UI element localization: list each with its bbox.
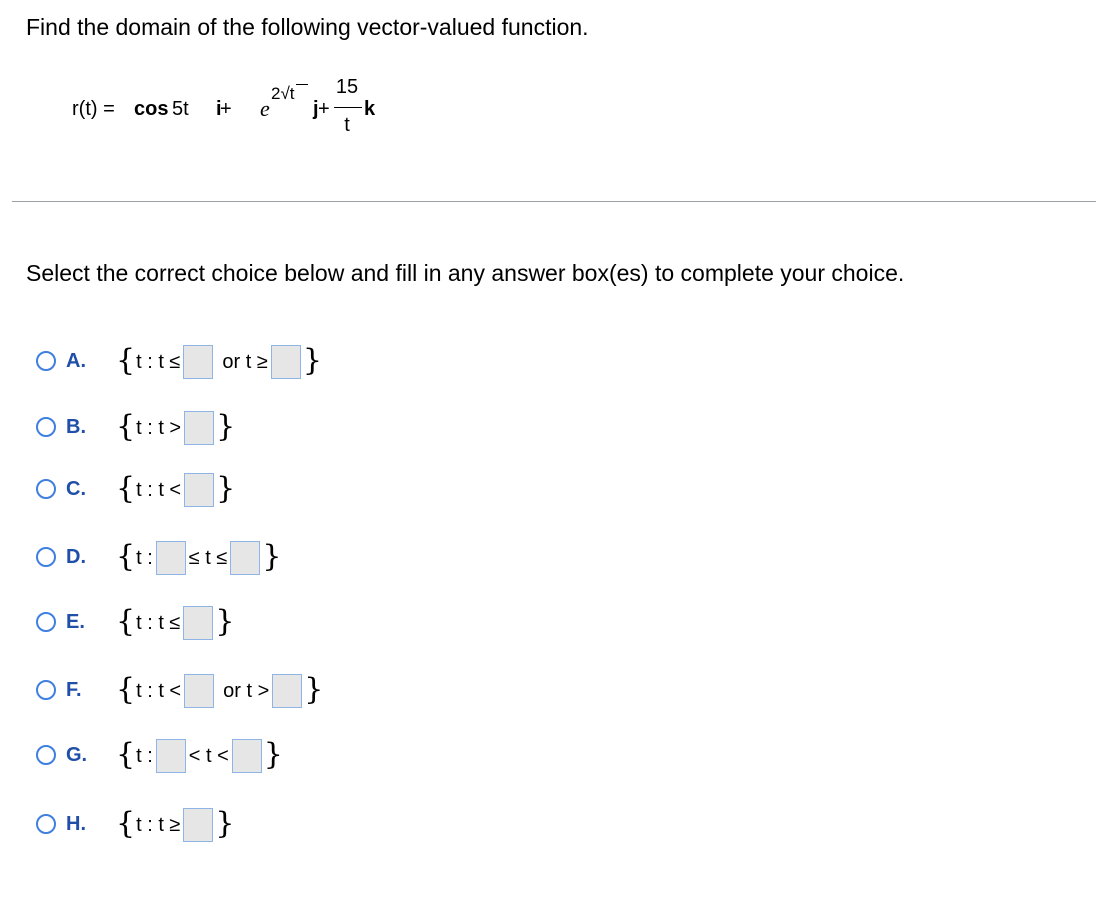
choice-g-answer-box-1[interactable] [156, 739, 186, 773]
open-brace: { [116, 538, 136, 574]
choice-a-text-2: or t ≥ [222, 350, 268, 373]
close-brace: } [216, 408, 236, 444]
instruction-text: Select the correct choice below and fill in any answer box(es) to complete your choice. [26, 260, 905, 286]
choice-a-answer-box-2[interactable] [271, 345, 301, 379]
choice-a-answer-box-1[interactable] [183, 345, 213, 379]
choice-a-text-1: t : t ≤ [136, 350, 181, 373]
choice-a-radio[interactable] [36, 351, 56, 371]
choice-h[interactable] [36, 805, 436, 845]
fraction-denominator: t [344, 114, 350, 136]
choice-g-text-2: < t < [188, 744, 229, 767]
formula-k: k [364, 98, 376, 120]
section-divider [12, 201, 1096, 202]
choice-c[interactable] [36, 470, 436, 510]
choice-e-set [116, 603, 235, 643]
choice-h-radio[interactable] [36, 814, 56, 834]
open-brace: { [116, 470, 136, 506]
close-brace: } [304, 671, 324, 707]
choice-b[interactable] [36, 408, 436, 448]
formula-plus-2: + [318, 98, 330, 120]
choice-a-letter: A. [66, 350, 86, 372]
choice-d-answer-box-2[interactable] [230, 541, 260, 575]
open-brace: { [116, 671, 136, 707]
choice-b-radio[interactable] [36, 417, 56, 437]
choice-f-text-2: or t > [223, 679, 270, 702]
close-brace: } [215, 805, 235, 841]
choice-b-answer-box-1[interactable] [184, 411, 214, 445]
choice-f-letter: F. [66, 679, 82, 701]
choice-h-text-1: t : t ≥ [136, 813, 181, 836]
choice-b-letter: B. [66, 416, 86, 438]
formula-j: j [313, 98, 319, 120]
choice-g[interactable] [36, 736, 436, 776]
fraction-bar [334, 107, 362, 108]
choice-c-set [116, 470, 235, 510]
choice-b-set [116, 408, 235, 448]
choice-e-answer-box-1[interactable] [183, 606, 213, 640]
choice-g-radio[interactable] [36, 745, 56, 765]
choice-e-text-1: t : t ≤ [136, 611, 181, 634]
choice-c-answer-box-1[interactable] [184, 473, 214, 507]
choice-f-text-1: t : t < [136, 679, 182, 702]
choice-g-text-1: t : [136, 744, 153, 767]
open-brace: { [116, 408, 136, 444]
choice-h-answer-box-1[interactable] [183, 808, 213, 842]
fraction-numerator: 15 [335, 76, 359, 98]
choice-c-letter: C. [66, 478, 86, 500]
choice-h-letter: H. [66, 813, 86, 835]
choice-d-letter: D. [66, 546, 86, 568]
question-text: Find the domain of the following vector-valued function. [26, 14, 589, 40]
choice-d-text-1: t : [136, 546, 153, 569]
choice-f[interactable] [36, 671, 436, 711]
choice-h-set [116, 805, 235, 845]
choice-g-answer-box-2[interactable] [232, 739, 262, 773]
open-brace: { [116, 805, 136, 841]
choice-d-text-2: ≤ t ≤ [188, 546, 228, 569]
open-brace: { [116, 603, 136, 639]
close-brace: } [263, 736, 283, 772]
close-brace: } [215, 603, 235, 639]
choice-f-answer-box-1[interactable] [184, 674, 214, 708]
formula-cos: cos [134, 98, 169, 120]
choice-e-letter: E. [66, 611, 85, 633]
formula-exponent: 2√t [271, 84, 295, 103]
sqrt-overline [296, 84, 308, 85]
open-brace: { [116, 736, 136, 772]
open-brace: { [116, 342, 136, 378]
choice-g-set [116, 736, 283, 776]
choice-a[interactable] [36, 342, 436, 382]
choice-d-radio[interactable] [36, 547, 56, 567]
choice-f-radio[interactable] [36, 680, 56, 700]
choice-d-set [116, 538, 281, 578]
choice-a-set [116, 342, 322, 382]
formula-e: e [260, 96, 270, 121]
choice-b-text-1: t : t > [136, 416, 182, 439]
choice-d[interactable] [36, 538, 436, 578]
close-brace: } [262, 538, 282, 574]
choice-c-text-1: t : t < [136, 478, 182, 501]
choice-e-radio[interactable] [36, 612, 56, 632]
choice-c-radio[interactable] [36, 479, 56, 499]
formula-lhs: r(t) = [72, 98, 115, 120]
formula-plus-1: + [220, 98, 232, 120]
choice-f-set [116, 671, 323, 711]
choice-g-letter: G. [66, 744, 88, 766]
close-brace: } [302, 342, 322, 378]
formula-i: i [216, 98, 222, 120]
choice-e[interactable] [36, 603, 436, 643]
close-brace: } [216, 470, 236, 506]
choice-f-answer-box-2[interactable] [272, 674, 302, 708]
choice-d-answer-box-1[interactable] [156, 541, 186, 575]
formula-arg: 5t [172, 98, 189, 120]
